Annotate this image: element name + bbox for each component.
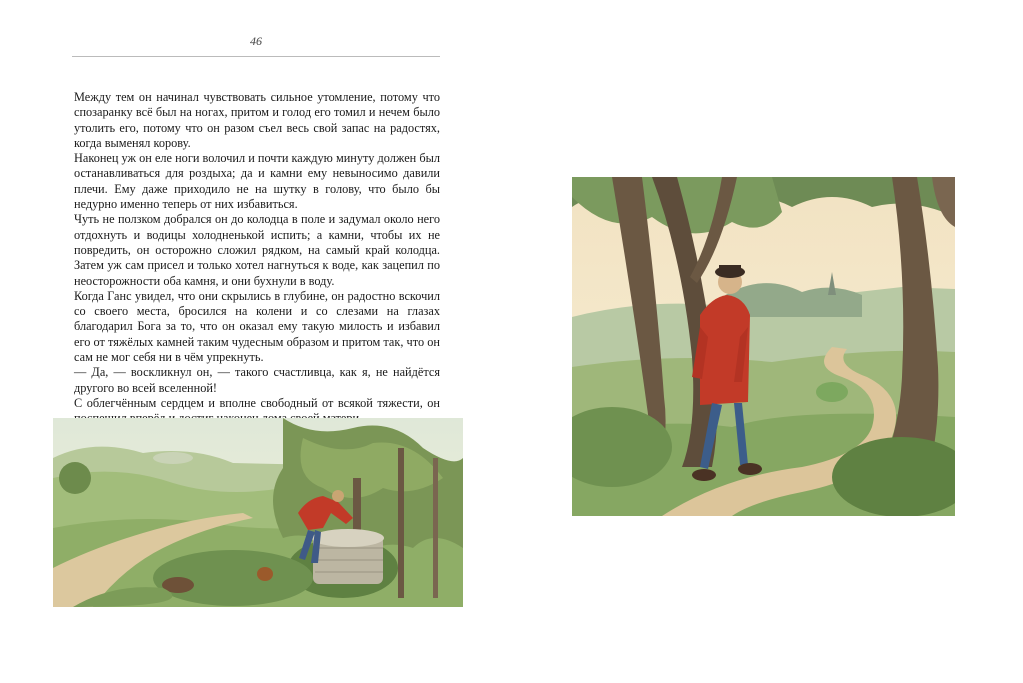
illustration-well xyxy=(53,418,463,607)
paragraph: Чуть не ползком добрался он до колодца в поле и задумал около него отдохнуть и водицы холодненькой испить; а камни, чтобы их не повредить, он осторожно сложил рядком, на самый край колодца. Затем уж сам присел и только хотел нагнуться к воде, как зацепил по неосторожности оба камня, и они бухнули в воду. xyxy=(74,212,440,288)
page-number: 46 xyxy=(250,34,262,48)
story-text xyxy=(74,90,440,427)
paragraph: — Да, — воскликнул он, — такого счастливца, как я, не найдётся другого во всей вселенной! xyxy=(74,365,440,395)
paragraph: Наконец уж он еле ноги волочил и почти каждую минуту должен был останавливаться для роздыха; да и камни ему невыносимо давили плечи. Ему даже приходило не на шутку в голову, что было бы недурно именно теперь от них избавиться. xyxy=(74,151,440,212)
left-page xyxy=(0,0,511,683)
paragraph: С облегчённым сердцем и вполне свободный от всякой тяжести, он xyxy=(74,395,440,410)
right-page xyxy=(511,0,1023,683)
paragraph: Когда Ганс увидел, что они скрылись в глубине, он радостно вскочил со своего места, бросился на колени и со слезами на глазах благодарил Бога за то, что он оказал ему такую милость и избавил его от тяжёлых камней таким чудесным образом и притом так, что он сам не мог себя ни в чём упрекнуть. xyxy=(74,288,440,365)
paragraph: Между тем он начинал чувствовать сильное утомление, потому что спозаранку всё был на ногах, притом и голод его томил и нечем было утолить его, потому что он разом съел весь свой запас на радостях, когда выменял корову. xyxy=(74,90,440,150)
illustration-walking xyxy=(572,177,955,516)
header-rule xyxy=(72,56,440,57)
